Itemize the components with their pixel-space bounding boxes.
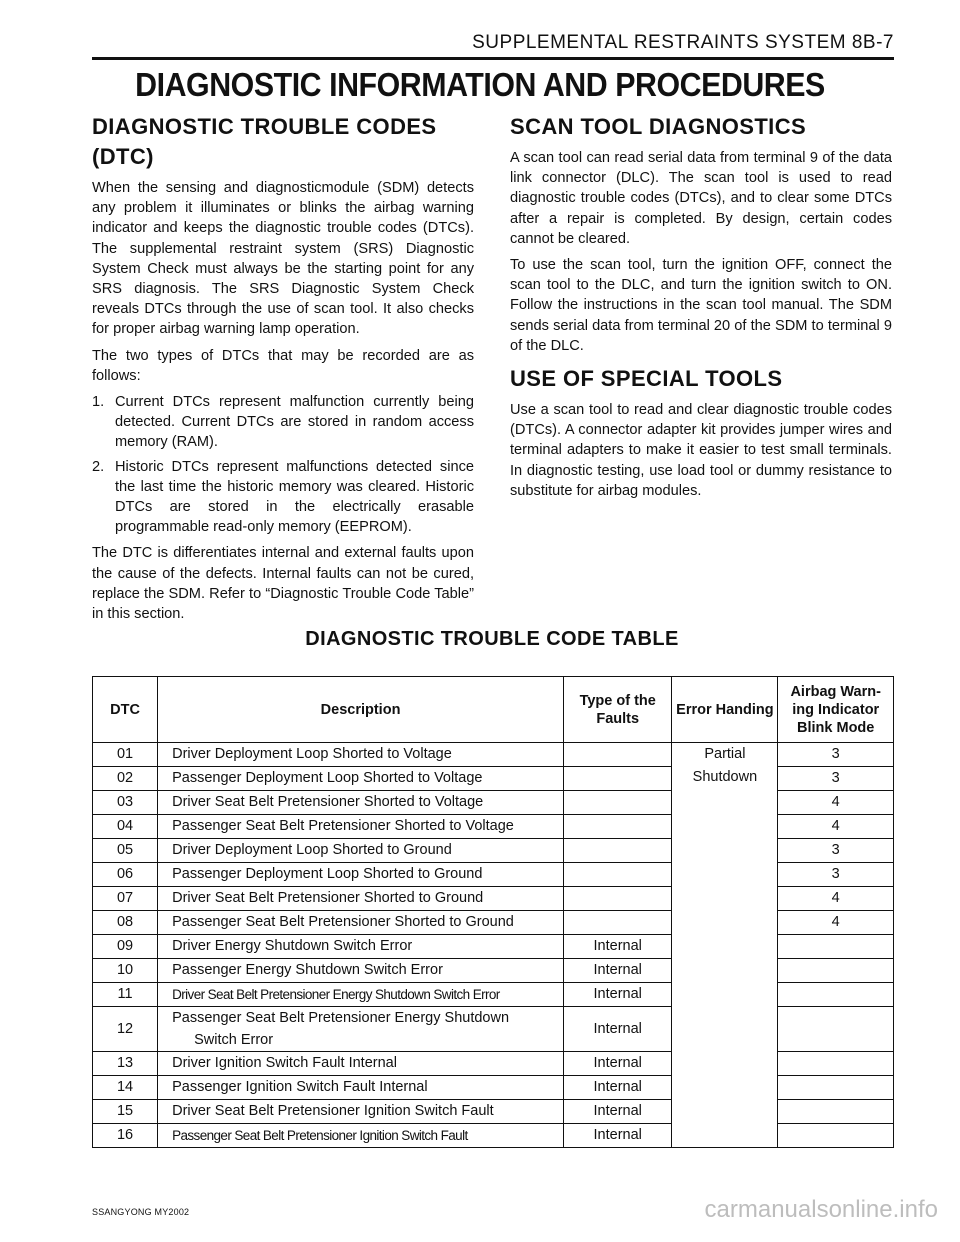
cell-dtc: 12 (93, 1007, 158, 1052)
running-header: SUPPLEMENTAL RESTRAINTS SYSTEM 8B-7 (472, 32, 894, 53)
header-type: Type of the Faults (564, 677, 672, 743)
scan-tool-paragraph-1: A scan tool can read serial data from terminal 9 of the data link connector (DLC). The scan tool is used to read diagnostic trouble codes (DTCs), and to clear some DTCs after a repair is completed. By design, certain codes cannot be cleared. (510, 150, 892, 247)
cell-description: Driver Ignition Switch Fault Internal (158, 1052, 564, 1076)
dtc-heading: DIAGNOSTIC TROUBLE CODES (DTC) (92, 114, 437, 169)
right-column (510, 112, 892, 507)
cell-dtc: 08 (93, 911, 158, 935)
cell-description (158, 1007, 564, 1052)
cell-fault-type (564, 743, 672, 767)
description-line: Passenger Seat Belt Pretensioner Energy Shutdown (172, 1010, 510, 1026)
cell-fault-type (564, 791, 672, 815)
cell-dtc: 14 (93, 1076, 158, 1100)
watermark: carmanualsonline.info (704, 1196, 938, 1223)
cell-description: Driver Seat Belt Pretensioner Shorted to Ground (158, 887, 564, 911)
cell-description: Passenger Deployment Loop Shorted to Ground (158, 863, 564, 887)
cell-blink-mode (778, 1007, 894, 1052)
dtc-type-list (92, 392, 474, 537)
cell-fault-type (564, 767, 672, 791)
cell-blink-mode: 4 (778, 887, 894, 911)
scan-tool-paragraph-2: To use the scan tool, turn the ignition OFF, connect the scan tool to the DLC, and turn the ignition switch to ON. Follow the instructions in the scan tool manual. The SDM sends serial data from terminal 20 of the SDM to terminal 9 of the DLC. (510, 257, 892, 354)
cell-blink-mode (778, 983, 894, 1007)
cell-dtc: 07 (93, 887, 158, 911)
cell-fault-type: Internal (564, 935, 672, 959)
special-tools-paragraph: Use a scan tool to read and clear diagnostic trouble codes (DTCs). A connector adapter kit provides jumper wires and terminal adapters to make it easier to test small terminals. In diagnostic testing, use load tool or dummy resistance to substitute for airbag modules. (510, 402, 892, 499)
cell-dtc: 15 (93, 1100, 158, 1124)
special-tools-heading: USE OF SPECIAL TOOLS (510, 366, 783, 392)
cell-fault-type: Internal (564, 1052, 672, 1076)
cell-dtc: 11 (93, 983, 158, 1007)
cell-description: Passenger Seat Belt Pretensioner Shorted to Voltage (158, 815, 564, 839)
cell-fault-type: Internal (564, 959, 672, 983)
cell-fault-type: Internal (564, 1076, 672, 1100)
cell-fault-type (564, 815, 672, 839)
table-row (93, 743, 894, 767)
cell-fault-type (564, 911, 672, 935)
footer-text: SSANGYONG MY2002 (92, 1207, 190, 1217)
cell-description: Passenger Deployment Loop Shorted to Voltage (158, 767, 564, 791)
list-item-text: Current DTCs represent malfunction currently being detected. Current DTCs are stored in random access memory (RAM). (115, 394, 474, 451)
cell-blink-mode (778, 935, 894, 959)
cell-dtc: 16 (93, 1124, 158, 1148)
cell-dtc: 03 (93, 791, 158, 815)
cell-error-handling (672, 743, 778, 1148)
cell-blink-mode: 3 (778, 839, 894, 863)
header-blink-mode: Airbag Warn- ing Indicator Blink Mode (778, 677, 894, 743)
description-continuation: Switch Error (194, 1032, 274, 1048)
dtc-paragraph-2: The two types of DTCs that may be recorded are as follows: (92, 347, 474, 384)
cell-blink-mode: 3 (778, 767, 894, 791)
list-item-number: 1. (92, 394, 105, 411)
error-handling-line: Shutdown (692, 769, 758, 785)
cell-dtc: 01 (93, 743, 158, 767)
cell-dtc: 02 (93, 767, 158, 791)
cell-description: Driver Seat Belt Pretensioner Ignition Switch Fault (158, 1100, 564, 1124)
cell-blink-mode (778, 1100, 894, 1124)
cell-description: Driver Deployment Loop Shorted to Voltage (158, 743, 564, 767)
cell-blink-mode (778, 959, 894, 983)
cell-dtc: 13 (93, 1052, 158, 1076)
cell-description: Passenger Seat Belt Pretensioner Ignition Switch Fault (158, 1124, 564, 1148)
cell-blink-mode (778, 1052, 894, 1076)
dtc-table (92, 676, 894, 1148)
cell-blink-mode (778, 1076, 894, 1100)
cell-dtc: 09 (93, 935, 158, 959)
cell-fault-type: Internal (564, 1007, 672, 1052)
cell-description: Driver Energy Shutdown Switch Error (158, 935, 564, 959)
dtc-paragraph-3: The DTC is differentiates internal and external faults upon the cause of the defects. Internal faults can not be cured, replace the SDM. Refer to “Diagnostic Trouble Code Table” in this section. (92, 545, 474, 623)
header-dtc: DTC (93, 677, 158, 743)
cell-description: Passenger Seat Belt Pretensioner Shorted to Ground (158, 911, 564, 935)
cell-dtc: 06 (93, 863, 158, 887)
cell-description: Driver Seat Belt Pretensioner Energy Shutdown Switch Error (158, 983, 564, 1007)
cell-dtc: 10 (93, 959, 158, 983)
header-description: Description (158, 677, 564, 743)
cell-description: Passenger Energy Shutdown Switch Error (158, 959, 564, 983)
cell-blink-mode: 3 (778, 863, 894, 887)
cell-fault-type: Internal (564, 983, 672, 1007)
list-item (92, 392, 474, 453)
cell-fault-type (564, 839, 672, 863)
scan-tool-heading: SCAN TOOL DIAGNOSTICS (510, 114, 807, 139)
table-header-row (93, 677, 894, 743)
cell-description: Passenger Ignition Switch Fault Internal (158, 1076, 564, 1100)
cell-description: Driver Deployment Loop Shorted to Ground (158, 839, 564, 863)
list-item-number: 2. (92, 458, 105, 475)
cell-blink-mode: 4 (778, 791, 894, 815)
cell-blink-mode (778, 1124, 894, 1148)
table-title: DIAGNOSTIC TROUBLE CODE TABLE (305, 628, 679, 650)
cell-fault-type: Internal (564, 1124, 672, 1148)
header-divider (92, 57, 894, 60)
list-item-text: Historic DTCs represent malfunctions detected since the last time the historic memory was cleared. Historic DTCs are stored in the electrically erasable programmable read-only memory (EEPROM). (115, 458, 474, 536)
list-item (92, 457, 474, 538)
cell-description: Driver Seat Belt Pretensioner Shorted to Voltage (158, 791, 564, 815)
left-column (92, 112, 474, 630)
cell-fault-type (564, 887, 672, 911)
cell-dtc: 04 (93, 815, 158, 839)
error-handling-line: Partial (704, 746, 746, 762)
cell-dtc: 05 (93, 839, 158, 863)
dtc-paragraph-1: When the sensing and diagnosticmodule (SDM) detects any problem it illuminates or blinks the airbag warning indicator and keeps the diagnostic trouble codes (DTCs). The supplemental restraint system (SRS) Diagnostic System Check must always be the starting point for any SRS diagnosis. The SRS Diagnostic System Check reveals DTCs through the use of scan tool. It also checks for proper airbag warning lamp operation. (92, 180, 474, 338)
cell-blink-mode: 4 (778, 815, 894, 839)
cell-fault-type (564, 863, 672, 887)
cell-blink-mode: 3 (778, 743, 894, 767)
header-error-handling: Error Handing (672, 677, 778, 743)
page-title: DIAGNOSTIC INFORMATION AND PROCEDURES (135, 66, 825, 103)
cell-blink-mode: 4 (778, 911, 894, 935)
cell-fault-type: Internal (564, 1100, 672, 1124)
